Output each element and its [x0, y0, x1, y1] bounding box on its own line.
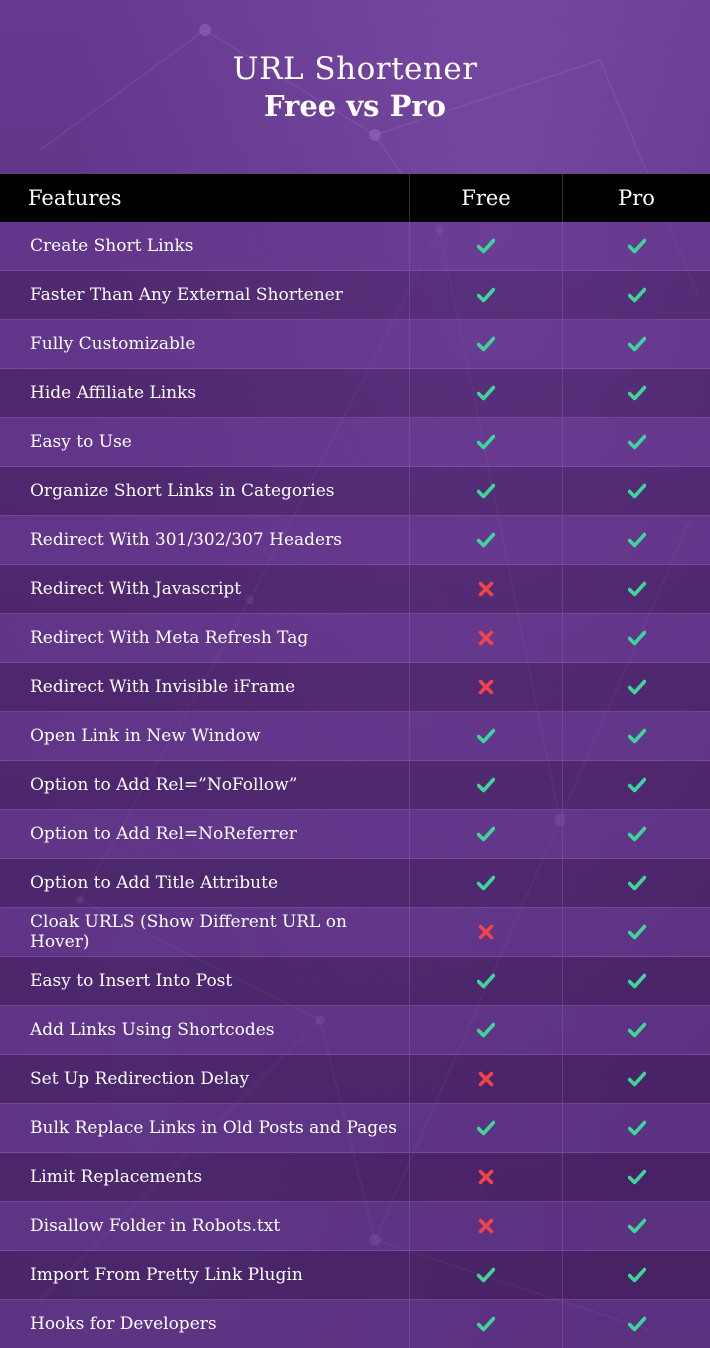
check-icon — [628, 1071, 646, 1087]
feature-label: Hide Affiliate Links — [30, 383, 197, 403]
check-icon — [628, 483, 646, 499]
cross-icon — [477, 679, 495, 695]
pro-availability-cell — [562, 1104, 710, 1152]
check-icon — [477, 1120, 495, 1136]
check-icon — [477, 238, 495, 254]
pro-availability-cell — [562, 859, 710, 907]
check-icon — [628, 630, 646, 646]
check-icon — [477, 1316, 495, 1332]
pro-availability-cell — [562, 369, 710, 417]
pro-availability-cell — [562, 908, 710, 956]
check-icon — [628, 385, 646, 401]
pro-availability-cell — [562, 222, 710, 270]
feature-label: Option to Add Title Attribute — [30, 873, 279, 893]
check-icon — [628, 581, 646, 597]
column-header-features: Features — [28, 186, 122, 210]
check-icon — [628, 1022, 646, 1038]
feature-label: Option to Add Rel=NoReferrer — [30, 824, 297, 844]
feature-label: Import From Pretty Link Plugin — [30, 1265, 303, 1285]
feature-label: Easy to Insert Into Post — [30, 971, 233, 991]
free-availability-cell — [409, 1202, 562, 1250]
comparison-table — [0, 174, 710, 1348]
feature-label: Cloak URLS (Show Different URL on Hover) — [30, 912, 347, 952]
free-availability-cell — [409, 516, 562, 564]
table-row — [0, 467, 710, 516]
table-body — [0, 222, 710, 1348]
feature-label: Open Link in New Window — [30, 726, 261, 746]
table-row — [0, 1055, 710, 1104]
check-icon — [477, 336, 495, 352]
column-header-pro: Pro — [562, 174, 710, 222]
check-icon — [628, 973, 646, 989]
free-availability-cell — [409, 614, 562, 662]
check-icon — [628, 1267, 646, 1283]
feature-label: Add Links Using Shortcodes — [30, 1020, 275, 1040]
table-row — [0, 1104, 710, 1153]
check-icon — [477, 777, 495, 793]
feature-label: Create Short Links — [30, 236, 194, 256]
cross-icon — [477, 630, 495, 646]
table-row — [0, 614, 710, 663]
table-header-row — [0, 174, 710, 222]
pro-availability-cell — [562, 810, 710, 858]
pro-availability-cell — [562, 712, 710, 760]
feature-label: Organize Short Links in Categories — [30, 481, 335, 501]
pro-availability-cell — [562, 957, 710, 1005]
check-icon — [628, 924, 646, 940]
pro-availability-cell — [562, 1202, 710, 1250]
free-availability-cell — [409, 810, 562, 858]
pro-availability-cell — [562, 1153, 710, 1201]
column-header-free: Free — [409, 174, 562, 222]
check-icon — [628, 875, 646, 891]
feature-label: Limit Replacements — [30, 1167, 203, 1187]
feature-label: Redirect With Meta Refresh Tag — [30, 628, 309, 648]
free-availability-cell — [409, 1300, 562, 1348]
free-availability-cell — [409, 467, 562, 515]
pro-availability-cell — [562, 663, 710, 711]
table-row — [0, 859, 710, 908]
free-availability-cell — [409, 1251, 562, 1299]
check-icon — [628, 728, 646, 744]
cross-icon — [477, 581, 495, 597]
check-icon — [477, 385, 495, 401]
pro-availability-cell — [562, 271, 710, 319]
cross-icon — [477, 1218, 495, 1234]
table-row — [0, 516, 710, 565]
pro-availability-cell — [562, 516, 710, 564]
feature-label: Hooks for Developers — [30, 1314, 217, 1334]
feature-label: Option to Add Rel=”NoFollow” — [30, 775, 298, 795]
table-row — [0, 1006, 710, 1055]
table-row — [0, 712, 710, 761]
cross-icon — [477, 924, 495, 940]
table-row — [0, 271, 710, 320]
check-icon — [628, 1169, 646, 1185]
check-icon — [477, 483, 495, 499]
pro-availability-cell — [562, 565, 710, 613]
check-icon — [628, 777, 646, 793]
table-row — [0, 908, 710, 957]
free-availability-cell — [409, 1055, 562, 1103]
pro-availability-cell — [562, 418, 710, 466]
free-availability-cell — [409, 712, 562, 760]
check-icon — [477, 826, 495, 842]
check-icon — [477, 1267, 495, 1283]
pro-availability-cell — [562, 614, 710, 662]
cross-icon — [477, 1169, 495, 1185]
table-row — [0, 1202, 710, 1251]
table-row — [0, 761, 710, 810]
check-icon — [477, 1022, 495, 1038]
page-title: URL Shortener — [232, 51, 478, 87]
feature-label: Faster Than Any External Shortener — [30, 285, 343, 305]
table-row — [0, 418, 710, 467]
table-row — [0, 957, 710, 1006]
pro-availability-cell — [562, 1055, 710, 1103]
free-availability-cell — [409, 222, 562, 270]
free-availability-cell — [409, 565, 562, 613]
check-icon — [628, 434, 646, 450]
free-availability-cell — [409, 761, 562, 809]
free-availability-cell — [409, 663, 562, 711]
feature-label: Set Up Redirection Delay — [30, 1069, 250, 1089]
cross-icon — [477, 1071, 495, 1087]
check-icon — [628, 826, 646, 842]
check-icon — [477, 287, 495, 303]
check-icon — [628, 336, 646, 352]
feature-label: Redirect With Invisible iFrame — [30, 677, 296, 697]
check-icon — [628, 1218, 646, 1234]
free-availability-cell — [409, 369, 562, 417]
feature-label: Redirect With 301/302/307 Headers — [30, 530, 342, 550]
table-row — [0, 222, 710, 271]
free-availability-cell — [409, 418, 562, 466]
pro-availability-cell — [562, 320, 710, 368]
check-icon — [628, 1120, 646, 1136]
free-availability-cell — [409, 957, 562, 1005]
table-row — [0, 810, 710, 859]
pro-availability-cell — [562, 1006, 710, 1054]
free-availability-cell — [409, 1104, 562, 1152]
feature-label: Easy to Use — [30, 432, 132, 452]
check-icon — [628, 238, 646, 254]
check-icon — [477, 532, 495, 548]
page-subtitle: Free vs Pro — [263, 89, 447, 123]
feature-label: Fully Customizable — [30, 334, 196, 354]
free-availability-cell — [409, 271, 562, 319]
table-row — [0, 1153, 710, 1202]
check-icon — [477, 434, 495, 450]
free-availability-cell — [409, 1153, 562, 1201]
check-icon — [628, 679, 646, 695]
pro-availability-cell — [562, 1251, 710, 1299]
check-icon — [477, 875, 495, 891]
pro-availability-cell — [562, 761, 710, 809]
pro-availability-cell — [562, 1300, 710, 1348]
free-availability-cell — [409, 908, 562, 956]
check-icon — [477, 728, 495, 744]
feature-label: Disallow Folder in Robots.txt — [30, 1216, 281, 1236]
page-header — [0, 0, 710, 174]
pro-availability-cell — [562, 467, 710, 515]
table-row — [0, 663, 710, 712]
feature-label: Bulk Replace Links in Old Posts and Pages — [30, 1118, 397, 1138]
check-icon — [477, 973, 495, 989]
table-row — [0, 1251, 710, 1300]
check-icon — [628, 532, 646, 548]
feature-label: Redirect With Javascript — [30, 579, 242, 599]
table-row — [0, 320, 710, 369]
table-row — [0, 565, 710, 614]
free-availability-cell — [409, 320, 562, 368]
table-row — [0, 369, 710, 418]
table-row — [0, 1300, 710, 1348]
free-availability-cell — [409, 1006, 562, 1054]
check-icon — [628, 1316, 646, 1332]
check-icon — [628, 287, 646, 303]
free-availability-cell — [409, 859, 562, 907]
